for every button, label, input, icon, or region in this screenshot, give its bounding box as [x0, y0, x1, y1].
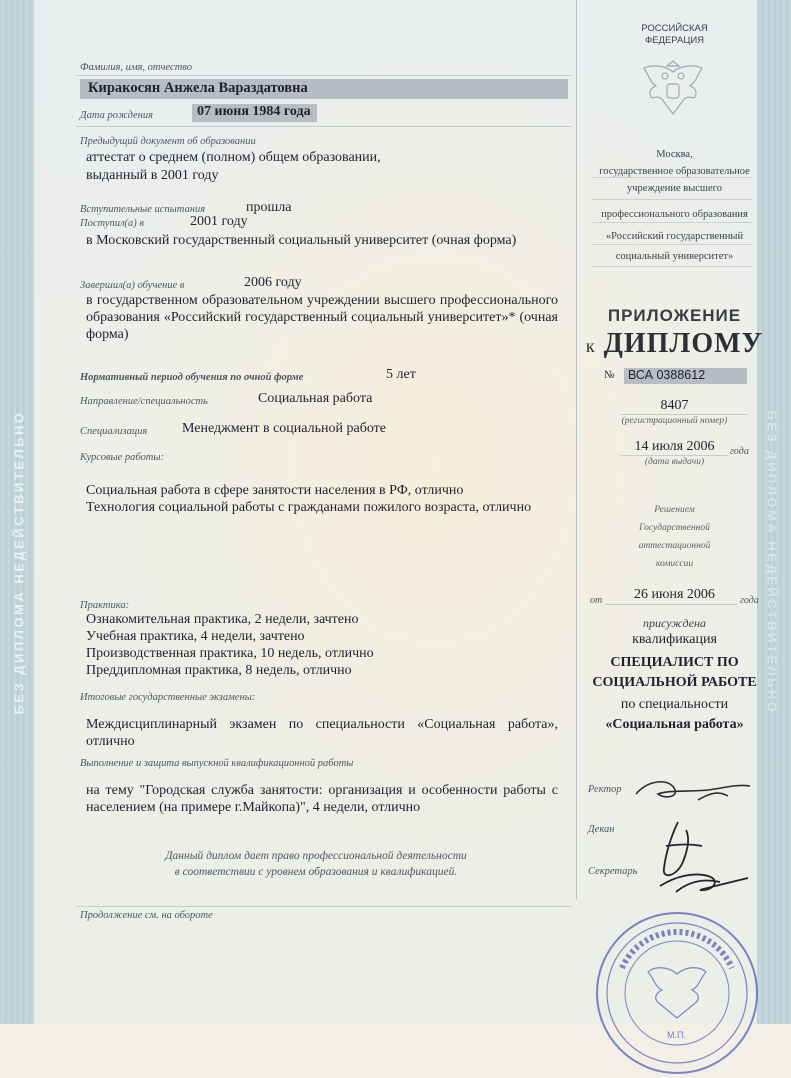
right-band-text: БЕЗ ДИПЛОМА НЕДЕЙСТВИТЕЛЬНО	[764, 410, 780, 715]
country-line-2: ФЕДЕРАЦИЯ	[644, 35, 705, 46]
practice-item: Ознакомительная практика, 2 недели, зачтено	[86, 612, 359, 627]
decision-date: 26 июня 2006	[634, 587, 715, 602]
left-security-band	[0, 0, 34, 1024]
institution-line: социальный университет»	[615, 251, 734, 262]
awarded-label: присуждена	[643, 616, 706, 630]
direction-value: Социальная работа	[258, 391, 373, 406]
specialization-value: Менеджмент в социальной работе	[182, 421, 386, 436]
diploma-number: ВСА 0388612	[628, 368, 706, 382]
rule	[592, 177, 752, 178]
coat-of-arms-icon	[636, 58, 710, 122]
seal-text: М.П.	[667, 1030, 686, 1040]
practice-item: Преддипломная практика, 8 недель, отлично	[86, 663, 352, 678]
finished-year: 2006 году	[244, 275, 302, 290]
decision-line: аттестационной	[638, 541, 711, 551]
qualification-line-2: СОЦИАЛЬНОЙ РАБОТЕ	[592, 675, 757, 690]
enrolled-year: 2001 году	[190, 214, 248, 229]
rule	[620, 455, 728, 456]
rights-line-1: Данный диплом дает право профессиональной деятельности	[165, 850, 467, 862]
rule	[620, 414, 748, 415]
dob-label: Дата рождения	[80, 110, 153, 121]
practice-item: Производственная практика, 10 недель, отлично	[86, 646, 374, 661]
period-value: 5 лет	[386, 367, 416, 382]
rector-signature	[628, 770, 758, 810]
rector-label: Ректор	[588, 784, 622, 795]
secretary-label: Секретарь	[588, 866, 638, 877]
finished-label: Завершил(а) обучение в	[80, 280, 185, 291]
decision-line: Государственной	[639, 523, 710, 533]
thesis-label: Выполнение и защита выпускной квалификационной работы	[80, 758, 354, 769]
prev-doc-line-1: аттестат о среднем (полном) общем образовании,	[86, 150, 381, 165]
institution-line: Москва,	[656, 149, 693, 160]
institution-line: учреждение высшего	[627, 183, 722, 194]
practice-label: Практика:	[80, 600, 130, 611]
finished-text: в государственном образовательном учреждении высшего профессионального образования «Российский государственный социальный университет»* (очная форма)	[86, 293, 558, 342]
issue-date-suffix: года	[730, 446, 749, 457]
column-divider	[576, 0, 577, 900]
institution-line: государственное образовательное	[599, 166, 750, 177]
country-line-1: РОССИЙСКАЯ	[641, 23, 708, 34]
practice-item: Учебная практика, 4 недели, зачтено	[86, 629, 305, 644]
decision-date-suffix: года	[740, 595, 759, 606]
left-band-text: БЕЗ ДИПЛОМА НЕДЕЙСТВИТЕЛЬНО	[11, 410, 27, 715]
rule	[592, 266, 752, 267]
issue-date: 14 июля 2006	[634, 439, 715, 454]
reg-number: 8407	[660, 398, 689, 413]
rule	[592, 222, 752, 223]
rights-line-2: в соответствии с уровнем образования и квалификацией.	[174, 866, 458, 878]
entrance-label: Вступительные испытания	[80, 204, 206, 215]
rule	[592, 244, 752, 245]
prev-doc-line-2: выданный в 2001 году	[86, 168, 219, 183]
enrolled-text: в Московский государственный социальный университет (очная форма)	[86, 233, 517, 248]
full-name: Киракосян Анжела Вараздатовна	[88, 80, 308, 96]
dean-secretary-signature	[636, 816, 756, 898]
rule	[605, 604, 737, 605]
qualification-word: квалификация	[632, 632, 717, 647]
number-sign: №	[604, 369, 615, 381]
by-specialty-label: по специальности	[620, 697, 729, 712]
decision-line: Решением	[654, 505, 695, 515]
period-label: Нормативный период обучения по очной форме	[80, 372, 304, 383]
reg-number-label: (регистрационный номер)	[621, 416, 728, 426]
entrance-value: прошла	[246, 200, 292, 215]
dean-label: Декан	[588, 824, 615, 835]
to-diploma-title	[582, 328, 767, 360]
coursework-2: Технология социальной работы с гражданами пожилого возраста, отлично	[86, 500, 532, 515]
prev-doc-label: Предыдущий документ об образовании	[80, 136, 256, 147]
thesis-text: на тему "Городская служба занятости: организация и особенности работы с населением (на примере г.Майкопа)", 4 недели, отлично	[86, 783, 558, 815]
continued-note: Продолжение см. на обороте	[80, 910, 213, 921]
supplement-title: ПРИЛОЖЕНИЕ	[607, 306, 742, 325]
title-preposition: к	[585, 336, 596, 356]
fio-label: Фамилия, имя, отчество	[80, 62, 192, 73]
coursework-1: Социальная работа в сфере занятости населения в РФ, отлично	[86, 483, 464, 498]
specialization-label: Специализация	[80, 426, 148, 437]
exams-label: Итоговые государственные экзамены:	[80, 692, 256, 703]
date-of-birth: 07 июня 1984 года	[197, 104, 311, 119]
rule	[76, 126, 572, 127]
coursework-label: Курсовые работы:	[80, 452, 164, 463]
decision-line: комиссии	[655, 559, 694, 569]
title-diploma: ДИПЛОМУ	[603, 328, 764, 359]
institution-line: профессионального образования	[601, 209, 748, 220]
specialty-value: «Социальная работа»	[605, 717, 744, 732]
enrolled-label: Поступил(а) в	[80, 218, 144, 229]
rule	[76, 75, 572, 76]
qualification-line-1: СПЕЦИАЛИСТ ПО	[610, 655, 739, 670]
direction-label: Направление/специальность	[80, 396, 208, 407]
issue-date-label: (дата выдачи)	[644, 457, 705, 467]
exams-text: Междисциплинарный экзамен по специальности «Социальная работа», отлично	[86, 717, 558, 749]
rule	[592, 199, 752, 200]
official-seal	[592, 908, 762, 1078]
institution-line: «Российский государственный	[605, 231, 744, 242]
rule	[76, 906, 572, 907]
from-label: от	[590, 595, 603, 606]
